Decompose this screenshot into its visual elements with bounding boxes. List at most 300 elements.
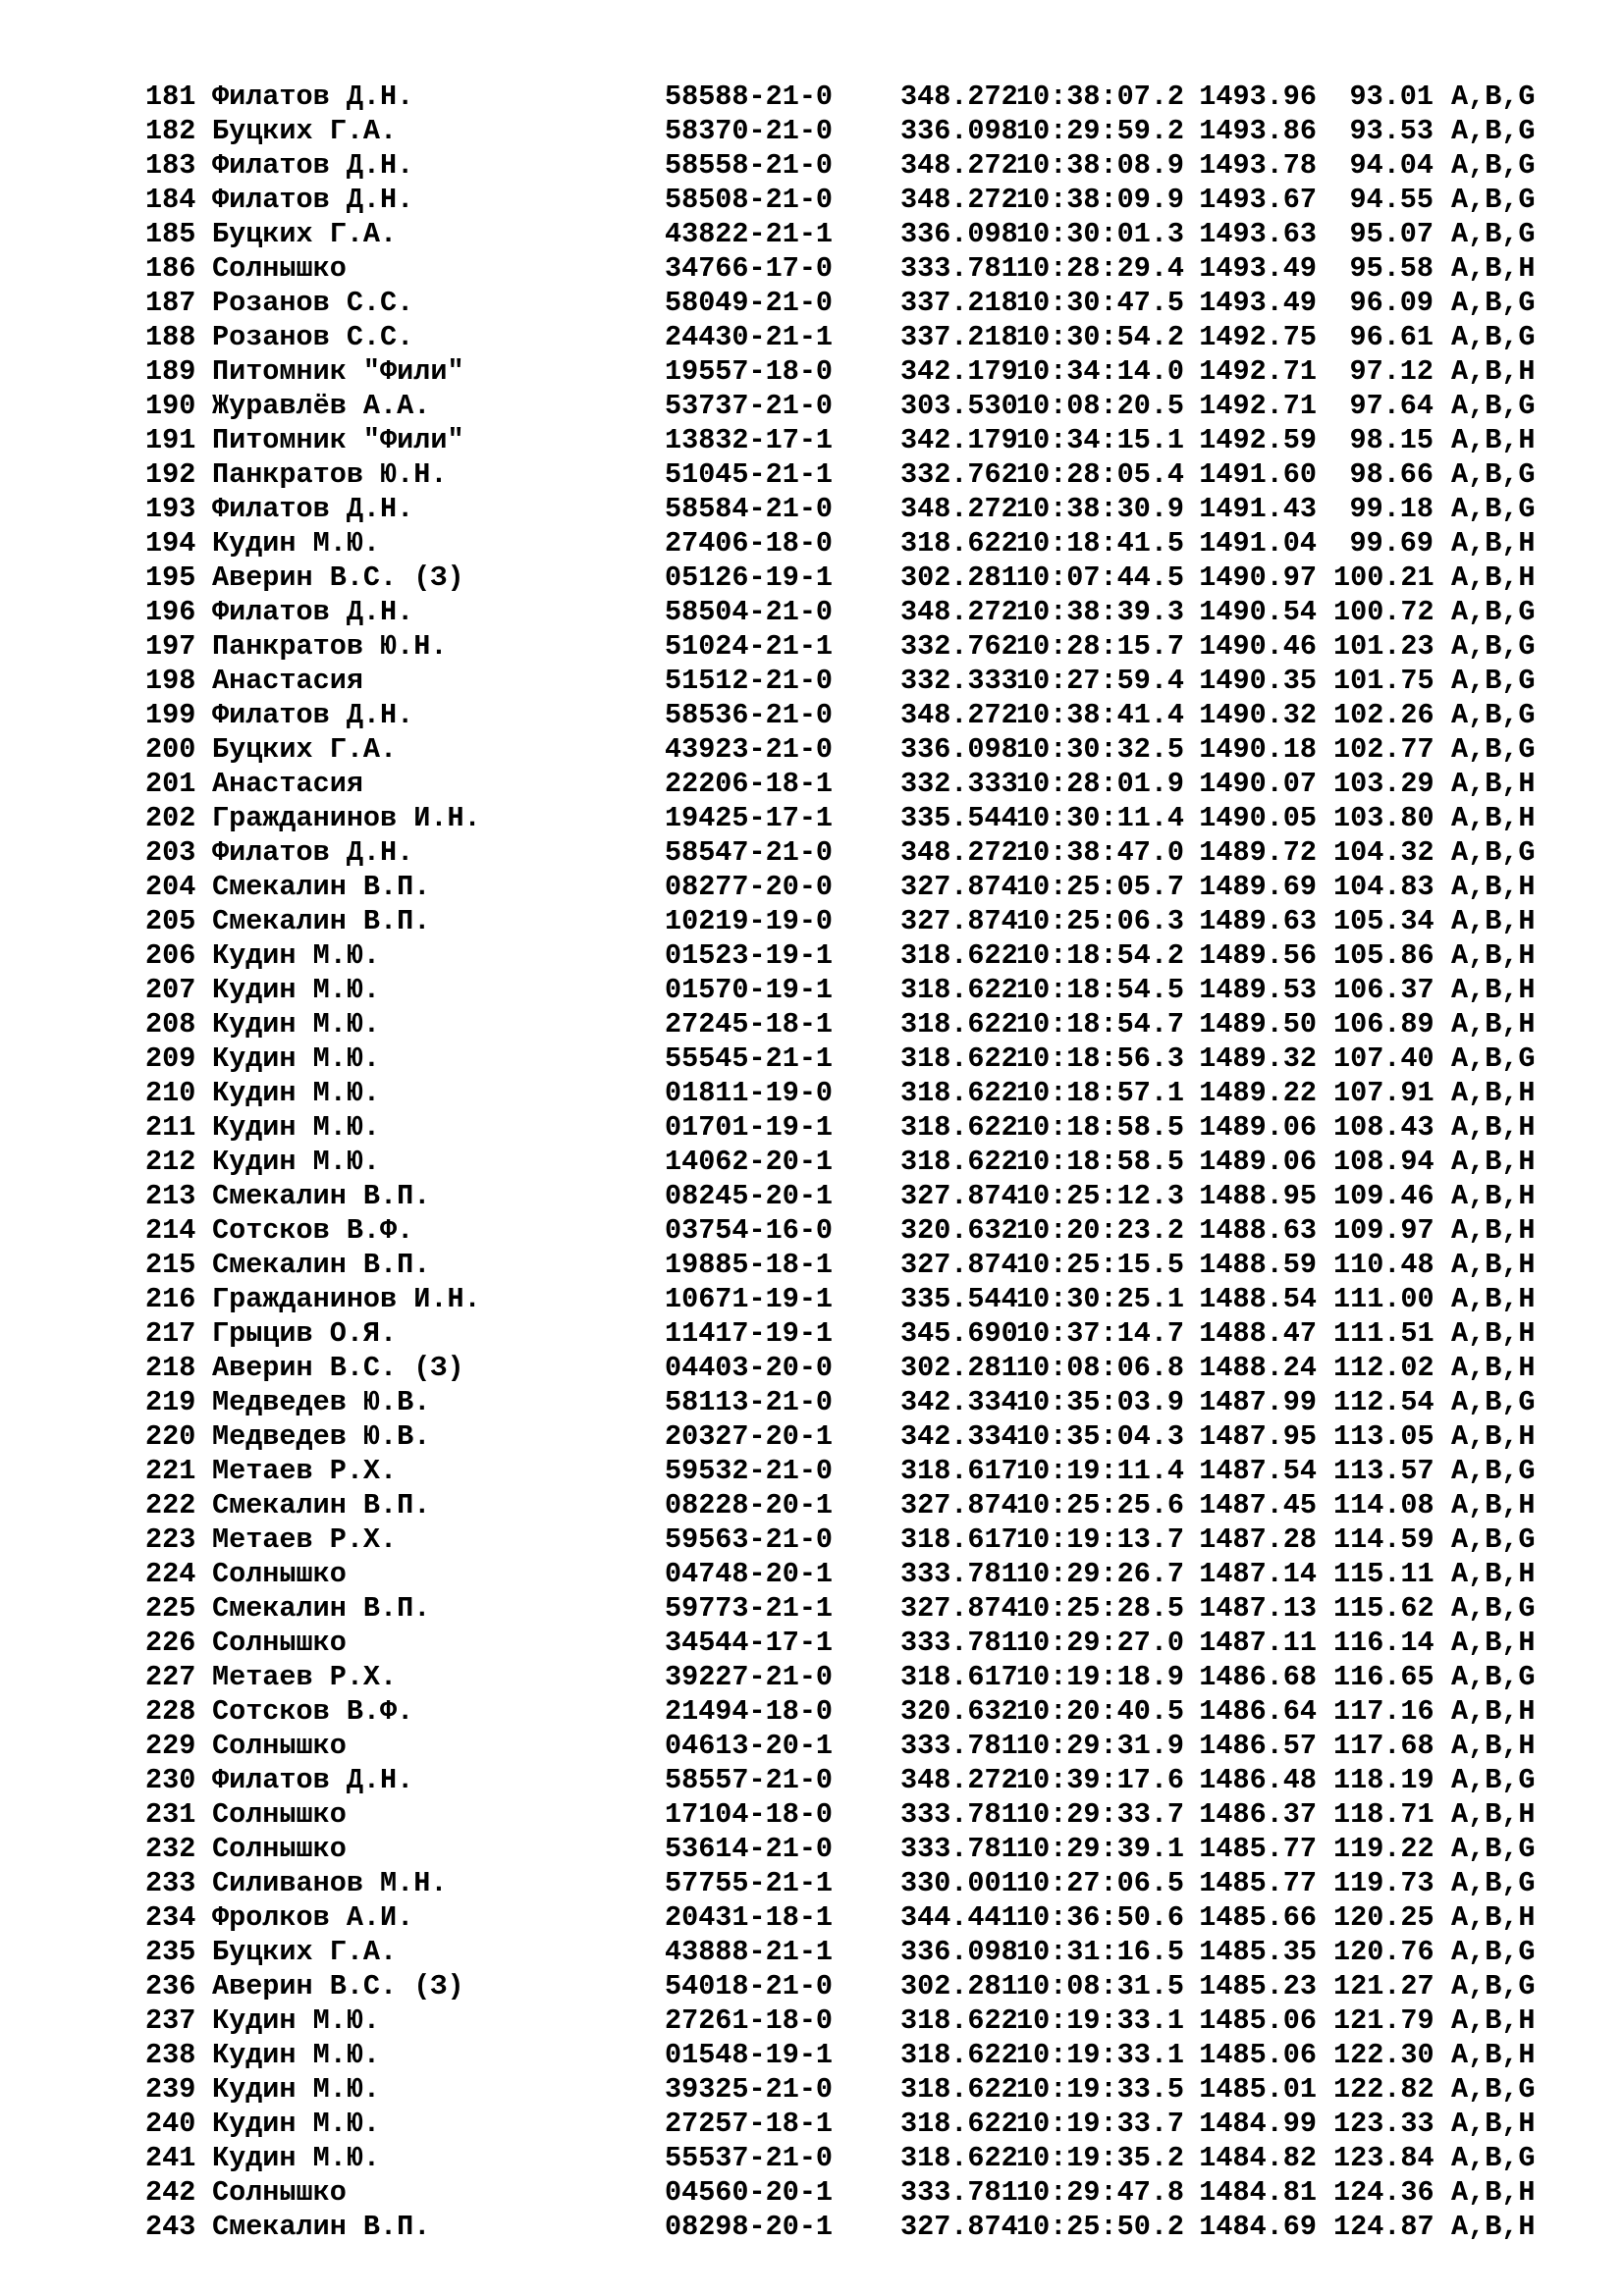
speed-cell: 1490.32 xyxy=(1199,699,1317,731)
ring-number-cell: 58049-21-0 xyxy=(665,287,834,319)
ring-number-cell: 58113-21-0 xyxy=(665,1386,834,1418)
percent-cell: 123.84 xyxy=(1333,2142,1435,2174)
classes-cell: A,B,G xyxy=(1451,630,1536,663)
classes-cell: A,B,H xyxy=(1451,1249,1536,1281)
ring-number-cell: 58504-21-0 xyxy=(665,596,834,628)
owner-cell: Буцких Г.А. xyxy=(212,218,398,250)
table-row xyxy=(145,114,1559,148)
owner-cell: Розанов С.С. xyxy=(212,287,414,319)
owner-cell: Кудин М.Ю. xyxy=(212,2108,381,2140)
percent-cell: 111.51 xyxy=(1333,1317,1435,1350)
place-cell: 230 xyxy=(145,1764,196,1796)
place-cell: 189 xyxy=(145,355,196,388)
distance-cell: 348.272 xyxy=(900,149,1018,182)
speed-cell: 1489.72 xyxy=(1199,836,1317,869)
owner-cell: Кудин М.Ю. xyxy=(212,2142,381,2174)
owner-cell: Панкратов Ю.Н. xyxy=(212,458,448,491)
percent-cell: 115.62 xyxy=(1333,1592,1435,1625)
distance-cell: 318.617 xyxy=(900,1661,1018,1693)
ring-number-cell: 43923-21-0 xyxy=(665,733,834,766)
distance-cell: 342.334 xyxy=(900,1420,1018,1453)
arrival-time-cell: 10:35:04.3 xyxy=(1016,1420,1185,1453)
classes-cell: A,B,H xyxy=(1451,2039,1536,2071)
arrival-time-cell: 10:18:54.7 xyxy=(1016,1008,1185,1041)
place-cell: 217 xyxy=(145,1317,196,1350)
owner-cell: Солнышко xyxy=(212,1833,347,1865)
speed-cell: 1489.53 xyxy=(1199,974,1317,1006)
owner-cell: Фролков А.И. xyxy=(212,1901,414,1934)
place-cell: 207 xyxy=(145,974,196,1006)
ring-number-cell: 39227-21-0 xyxy=(665,1661,834,1693)
place-cell: 242 xyxy=(145,2176,196,2209)
table-row xyxy=(145,1145,1559,1179)
percent-cell: 112.02 xyxy=(1333,1352,1435,1384)
arrival-time-cell: 10:20:40.5 xyxy=(1016,1695,1185,1728)
distance-cell: 333.781 xyxy=(900,1558,1018,1590)
percent-cell: 124.87 xyxy=(1333,2211,1435,2243)
distance-cell: 318.622 xyxy=(900,2039,1018,2071)
arrival-time-cell: 10:29:26.7 xyxy=(1016,1558,1185,1590)
owner-cell: Питомник "Фили" xyxy=(212,424,464,456)
owner-cell: Филатов Д.Н. xyxy=(212,699,414,731)
ring-number-cell: 19425-17-1 xyxy=(665,802,834,834)
speed-cell: 1484.81 xyxy=(1199,2176,1317,2209)
place-cell: 231 xyxy=(145,1798,196,1831)
results-table xyxy=(145,80,1559,2244)
arrival-time-cell: 10:28:29.4 xyxy=(1016,252,1185,285)
arrival-time-cell: 10:34:14.0 xyxy=(1016,355,1185,388)
distance-cell: 318.622 xyxy=(900,1077,1018,1109)
table-row xyxy=(145,2175,1559,2210)
table-row xyxy=(145,1694,1559,1729)
table-row xyxy=(145,1076,1559,1110)
ring-number-cell: 57755-21-1 xyxy=(665,1867,834,1899)
distance-cell: 327.874 xyxy=(900,1249,1018,1281)
place-cell: 199 xyxy=(145,699,196,731)
owner-cell: Солнышко xyxy=(212,1627,347,1659)
place-cell: 195 xyxy=(145,561,196,594)
classes-cell: A,B,G xyxy=(1451,321,1536,353)
arrival-time-cell: 10:34:15.1 xyxy=(1016,424,1185,456)
ring-number-cell: 11417-19-1 xyxy=(665,1317,834,1350)
owner-cell: Силиванов М.Н. xyxy=(212,1867,448,1899)
table-row xyxy=(145,148,1559,183)
arrival-time-cell: 10:25:28.5 xyxy=(1016,1592,1185,1625)
owner-cell: Аверин В.С. (З) xyxy=(212,561,464,594)
place-cell: 211 xyxy=(145,1111,196,1144)
table-row xyxy=(145,1832,1559,1866)
owner-cell: Кудин М.Ю. xyxy=(212,527,381,560)
place-cell: 197 xyxy=(145,630,196,663)
arrival-time-cell: 10:25:50.2 xyxy=(1016,2211,1185,2243)
arrival-time-cell: 10:30:54.2 xyxy=(1016,321,1185,353)
ring-number-cell: 27245-18-1 xyxy=(665,1008,834,1041)
classes-cell: A,B,G xyxy=(1451,184,1536,216)
owner-cell: Кудин М.Ю. xyxy=(212,974,381,1006)
speed-cell: 1488.95 xyxy=(1199,1180,1317,1212)
table-row xyxy=(145,1900,1559,1935)
percent-cell: 113.05 xyxy=(1333,1420,1435,1453)
speed-cell: 1485.77 xyxy=(1199,1833,1317,1865)
ring-number-cell: 03754-16-0 xyxy=(665,1214,834,1247)
ring-number-cell: 10671-19-1 xyxy=(665,1283,834,1315)
distance-cell: 318.622 xyxy=(900,1042,1018,1075)
owner-cell: Буцких Г.А. xyxy=(212,1936,398,1968)
place-cell: 196 xyxy=(145,596,196,628)
arrival-time-cell: 10:39:17.6 xyxy=(1016,1764,1185,1796)
place-cell: 225 xyxy=(145,1592,196,1625)
classes-cell: A,B,H xyxy=(1451,424,1536,456)
table-row xyxy=(145,80,1559,114)
owner-cell: Солнышко xyxy=(212,252,347,285)
percent-cell: 109.97 xyxy=(1333,1214,1435,1247)
place-cell: 193 xyxy=(145,493,196,525)
distance-cell: 327.874 xyxy=(900,871,1018,903)
speed-cell: 1489.06 xyxy=(1199,1146,1317,1178)
percent-cell: 101.75 xyxy=(1333,665,1435,697)
table-row xyxy=(145,561,1559,595)
arrival-time-cell: 10:19:18.9 xyxy=(1016,1661,1185,1693)
distance-cell: 302.281 xyxy=(900,1970,1018,2002)
ring-number-cell: 53614-21-0 xyxy=(665,1833,834,1865)
table-row xyxy=(145,835,1559,870)
owner-cell: Кудин М.Ю. xyxy=(212,1042,381,1075)
speed-cell: 1485.77 xyxy=(1199,1867,1317,1899)
owner-cell: Метаев Р.Х. xyxy=(212,1523,398,1556)
owner-cell: Кудин М.Ю. xyxy=(212,939,381,972)
place-cell: 243 xyxy=(145,2211,196,2243)
classes-cell: A,B,H xyxy=(1451,1901,1536,1934)
classes-cell: A,B,H xyxy=(1451,1283,1536,1315)
ring-number-cell: 58508-21-0 xyxy=(665,184,834,216)
arrival-time-cell: 10:29:33.7 xyxy=(1016,1798,1185,1831)
classes-cell: A,B,H xyxy=(1451,802,1536,834)
ring-number-cell: 53737-21-0 xyxy=(665,390,834,422)
table-row xyxy=(145,1660,1559,1694)
ring-number-cell: 04403-20-0 xyxy=(665,1352,834,1384)
arrival-time-cell: 10:08:31.5 xyxy=(1016,1970,1185,2002)
percent-cell: 116.14 xyxy=(1333,1627,1435,1659)
table-row xyxy=(145,1248,1559,1282)
distance-cell: 348.272 xyxy=(900,699,1018,731)
classes-cell: A,B,H xyxy=(1451,974,1536,1006)
speed-cell: 1486.48 xyxy=(1199,1764,1317,1796)
distance-cell: 336.098 xyxy=(900,115,1018,147)
percent-cell: 122.82 xyxy=(1333,2073,1435,2106)
speed-cell: 1492.75 xyxy=(1199,321,1317,353)
owner-cell: Журавлёв А.А. xyxy=(212,390,431,422)
distance-cell: 318.622 xyxy=(900,2142,1018,2174)
distance-cell: 337.218 xyxy=(900,321,1018,353)
arrival-time-cell: 10:29:59.2 xyxy=(1016,115,1185,147)
speed-cell: 1486.64 xyxy=(1199,1695,1317,1728)
speed-cell: 1489.69 xyxy=(1199,871,1317,903)
ring-number-cell: 19885-18-1 xyxy=(665,1249,834,1281)
classes-cell: A,B,G xyxy=(1451,1523,1536,1556)
place-cell: 191 xyxy=(145,424,196,456)
speed-cell: 1490.46 xyxy=(1199,630,1317,663)
owner-cell: Кудин М.Ю. xyxy=(212,2039,381,2071)
ring-number-cell: 08277-20-0 xyxy=(665,871,834,903)
place-cell: 239 xyxy=(145,2073,196,2106)
percent-cell: 113.57 xyxy=(1333,1455,1435,1487)
speed-cell: 1490.35 xyxy=(1199,665,1317,697)
place-cell: 182 xyxy=(145,115,196,147)
percent-cell: 118.19 xyxy=(1333,1764,1435,1796)
place-cell: 210 xyxy=(145,1077,196,1109)
table-row xyxy=(145,526,1559,561)
table-row xyxy=(145,251,1559,286)
percent-cell: 107.40 xyxy=(1333,1042,1435,1075)
classes-cell: A,B,G xyxy=(1451,149,1536,182)
table-row xyxy=(145,217,1559,251)
table-row xyxy=(145,1351,1559,1385)
arrival-time-cell: 10:30:47.5 xyxy=(1016,287,1185,319)
distance-cell: 327.874 xyxy=(900,1180,1018,1212)
place-cell: 204 xyxy=(145,871,196,903)
ring-number-cell: 20431-18-1 xyxy=(665,1901,834,1934)
arrival-time-cell: 10:28:15.7 xyxy=(1016,630,1185,663)
speed-cell: 1493.49 xyxy=(1199,252,1317,285)
speed-cell: 1484.82 xyxy=(1199,2142,1317,2174)
speed-cell: 1493.86 xyxy=(1199,115,1317,147)
owner-cell: Солнышко xyxy=(212,1558,347,1590)
distance-cell: 333.781 xyxy=(900,1730,1018,1762)
table-row xyxy=(145,1729,1559,1763)
owner-cell: Сотсков В.Ф. xyxy=(212,1214,414,1247)
arrival-time-cell: 10:18:54.2 xyxy=(1016,939,1185,972)
ring-number-cell: 04613-20-1 xyxy=(665,1730,834,1762)
place-cell: 215 xyxy=(145,1249,196,1281)
distance-cell: 302.281 xyxy=(900,1352,1018,1384)
percent-cell: 108.94 xyxy=(1333,1146,1435,1178)
speed-cell: 1487.14 xyxy=(1199,1558,1317,1590)
speed-cell: 1484.69 xyxy=(1199,2211,1317,2243)
ring-number-cell: 08245-20-1 xyxy=(665,1180,834,1212)
ring-number-cell: 01570-19-1 xyxy=(665,974,834,1006)
table-row xyxy=(145,2038,1559,2072)
place-cell: 213 xyxy=(145,1180,196,1212)
distance-cell: 318.622 xyxy=(900,527,1018,560)
distance-cell: 332.762 xyxy=(900,630,1018,663)
classes-cell: A,B,H xyxy=(1451,1730,1536,1762)
speed-cell: 1487.28 xyxy=(1199,1523,1317,1556)
ring-number-cell: 04560-20-1 xyxy=(665,2176,834,2209)
percent-cell: 93.53 xyxy=(1349,115,1434,147)
table-row xyxy=(145,286,1559,320)
arrival-time-cell: 10:29:31.9 xyxy=(1016,1730,1185,1762)
classes-cell: A,B,H xyxy=(1451,252,1536,285)
arrival-time-cell: 10:38:41.4 xyxy=(1016,699,1185,731)
classes-cell: A,B,H xyxy=(1451,2004,1536,2037)
ring-number-cell: 34544-17-1 xyxy=(665,1627,834,1659)
classes-cell: A,B,G xyxy=(1451,1833,1536,1865)
distance-cell: 348.272 xyxy=(900,1764,1018,1796)
arrival-time-cell: 10:30:11.4 xyxy=(1016,802,1185,834)
place-cell: 241 xyxy=(145,2142,196,2174)
owner-cell: Метаев Р.Х. xyxy=(212,1455,398,1487)
percent-cell: 112.54 xyxy=(1333,1386,1435,1418)
distance-cell: 302.281 xyxy=(900,561,1018,594)
distance-cell: 320.632 xyxy=(900,1695,1018,1728)
place-cell: 227 xyxy=(145,1661,196,1693)
percent-cell: 124.36 xyxy=(1333,2176,1435,2209)
owner-cell: Сотсков В.Ф. xyxy=(212,1695,414,1728)
speed-cell: 1488.24 xyxy=(1199,1352,1317,1384)
place-cell: 185 xyxy=(145,218,196,250)
speed-cell: 1490.07 xyxy=(1199,768,1317,800)
percent-cell: 95.58 xyxy=(1349,252,1434,285)
classes-cell: A,B,G xyxy=(1451,2142,1536,2174)
distance-cell: 303.530 xyxy=(900,390,1018,422)
percent-cell: 103.80 xyxy=(1333,802,1435,834)
classes-cell: A,B,G xyxy=(1451,458,1536,491)
ring-number-cell: 58588-21-0 xyxy=(665,80,834,113)
table-row xyxy=(145,1419,1559,1454)
owner-cell: Кудин М.Ю. xyxy=(212,1111,381,1144)
speed-cell: 1490.54 xyxy=(1199,596,1317,628)
classes-cell: A,B,H xyxy=(1451,2176,1536,2209)
table-row xyxy=(145,938,1559,973)
place-cell: 201 xyxy=(145,768,196,800)
percent-cell: 106.89 xyxy=(1333,1008,1435,1041)
distance-cell: 333.781 xyxy=(900,1627,1018,1659)
percent-cell: 121.27 xyxy=(1333,1970,1435,2002)
ring-number-cell: 51024-21-1 xyxy=(665,630,834,663)
percent-cell: 100.72 xyxy=(1333,596,1435,628)
table-row xyxy=(145,1935,1559,1969)
owner-cell: Филатов Д.Н. xyxy=(212,836,414,869)
owner-cell: Гражданинов И.Н. xyxy=(212,1283,481,1315)
place-cell: 183 xyxy=(145,149,196,182)
owner-cell: Филатов Д.Н. xyxy=(212,493,414,525)
arrival-time-cell: 10:18:56.3 xyxy=(1016,1042,1185,1075)
arrival-time-cell: 10:25:05.7 xyxy=(1016,871,1185,903)
percent-cell: 96.61 xyxy=(1349,321,1434,353)
place-cell: 222 xyxy=(145,1489,196,1522)
percent-cell: 97.64 xyxy=(1349,390,1434,422)
classes-cell: A,B,G xyxy=(1451,218,1536,250)
place-cell: 212 xyxy=(145,1146,196,1178)
table-row xyxy=(145,1385,1559,1419)
classes-cell: A,B,H xyxy=(1451,1146,1536,1178)
speed-cell: 1489.50 xyxy=(1199,1008,1317,1041)
distance-cell: 345.690 xyxy=(900,1317,1018,1350)
percent-cell: 96.09 xyxy=(1349,287,1434,319)
place-cell: 219 xyxy=(145,1386,196,1418)
speed-cell: 1492.71 xyxy=(1199,355,1317,388)
owner-cell: Кудин М.Ю. xyxy=(212,1077,381,1109)
percent-cell: 111.00 xyxy=(1333,1283,1435,1315)
ring-number-cell: 21494-18-0 xyxy=(665,1695,834,1728)
table-row xyxy=(145,2003,1559,2038)
distance-cell: 336.098 xyxy=(900,1936,1018,1968)
classes-cell: A,B,H xyxy=(1451,871,1536,903)
speed-cell: 1493.78 xyxy=(1199,149,1317,182)
arrival-time-cell: 10:07:44.5 xyxy=(1016,561,1185,594)
table-row xyxy=(145,1591,1559,1626)
arrival-time-cell: 10:25:15.5 xyxy=(1016,1249,1185,1281)
table-row xyxy=(145,801,1559,835)
classes-cell: A,B,H xyxy=(1451,939,1536,972)
ring-number-cell: 51045-21-1 xyxy=(665,458,834,491)
ring-number-cell: 08298-20-1 xyxy=(665,2211,834,2243)
ring-number-cell: 04748-20-1 xyxy=(665,1558,834,1590)
table-row xyxy=(145,698,1559,732)
table-row xyxy=(145,2072,1559,2107)
ring-number-cell: 51512-21-0 xyxy=(665,665,834,697)
percent-cell: 108.43 xyxy=(1333,1111,1435,1144)
distance-cell: 327.874 xyxy=(900,905,1018,937)
speed-cell: 1487.11 xyxy=(1199,1627,1317,1659)
classes-cell: A,B,H xyxy=(1451,1077,1536,1109)
table-row xyxy=(145,1041,1559,1076)
arrival-time-cell: 10:20:23.2 xyxy=(1016,1214,1185,1247)
place-cell: 228 xyxy=(145,1695,196,1728)
distance-cell: 337.218 xyxy=(900,287,1018,319)
classes-cell: A,B,H xyxy=(1451,355,1536,388)
distance-cell: 327.874 xyxy=(900,2211,1018,2243)
owner-cell: Смекалин В.П. xyxy=(212,1592,431,1625)
distance-cell: 318.622 xyxy=(900,974,1018,1006)
place-cell: 216 xyxy=(145,1283,196,1315)
arrival-time-cell: 10:38:08.9 xyxy=(1016,149,1185,182)
speed-cell: 1493.67 xyxy=(1199,184,1317,216)
table-row xyxy=(145,767,1559,801)
classes-cell: A,B,G xyxy=(1451,1592,1536,1625)
table-row xyxy=(145,389,1559,423)
table-row xyxy=(145,1213,1559,1248)
table-row xyxy=(145,732,1559,767)
owner-cell: Буцких Г.А. xyxy=(212,733,398,766)
distance-cell: 318.622 xyxy=(900,2073,1018,2106)
place-cell: 221 xyxy=(145,1455,196,1487)
distance-cell: 332.762 xyxy=(900,458,1018,491)
classes-cell: A,B,H xyxy=(1451,1180,1536,1212)
speed-cell: 1491.60 xyxy=(1199,458,1317,491)
arrival-time-cell: 10:35:03.9 xyxy=(1016,1386,1185,1418)
classes-cell: A,B,G xyxy=(1451,1386,1536,1418)
arrival-time-cell: 10:19:35.2 xyxy=(1016,2142,1185,2174)
distance-cell: 342.334 xyxy=(900,1386,1018,1418)
arrival-time-cell: 10:19:33.1 xyxy=(1016,2039,1185,2071)
percent-cell: 98.66 xyxy=(1349,458,1434,491)
ring-number-cell: 24430-21-1 xyxy=(665,321,834,353)
arrival-time-cell: 10:25:12.3 xyxy=(1016,1180,1185,1212)
percent-cell: 121.79 xyxy=(1333,2004,1435,2037)
ring-number-cell: 01548-19-1 xyxy=(665,2039,834,2071)
distance-cell: 348.272 xyxy=(900,596,1018,628)
distance-cell: 336.098 xyxy=(900,733,1018,766)
place-cell: 235 xyxy=(145,1936,196,1968)
table-row xyxy=(145,629,1559,664)
table-row xyxy=(145,1557,1559,1591)
percent-cell: 120.25 xyxy=(1333,1901,1435,1934)
table-row xyxy=(145,1797,1559,1832)
table-row xyxy=(145,2107,1559,2141)
table-row xyxy=(145,1179,1559,1213)
arrival-time-cell: 10:29:39.1 xyxy=(1016,1833,1185,1865)
owner-cell: Смекалин В.П. xyxy=(212,1249,431,1281)
table-row xyxy=(145,2210,1559,2244)
percent-cell: 99.69 xyxy=(1349,527,1434,560)
classes-cell: A,B,G xyxy=(1451,1764,1536,1796)
ring-number-cell: 17104-18-0 xyxy=(665,1798,834,1831)
table-row xyxy=(145,1626,1559,1660)
ring-number-cell: 27257-18-1 xyxy=(665,2108,834,2140)
distance-cell: 318.622 xyxy=(900,1111,1018,1144)
table-row xyxy=(145,1110,1559,1145)
